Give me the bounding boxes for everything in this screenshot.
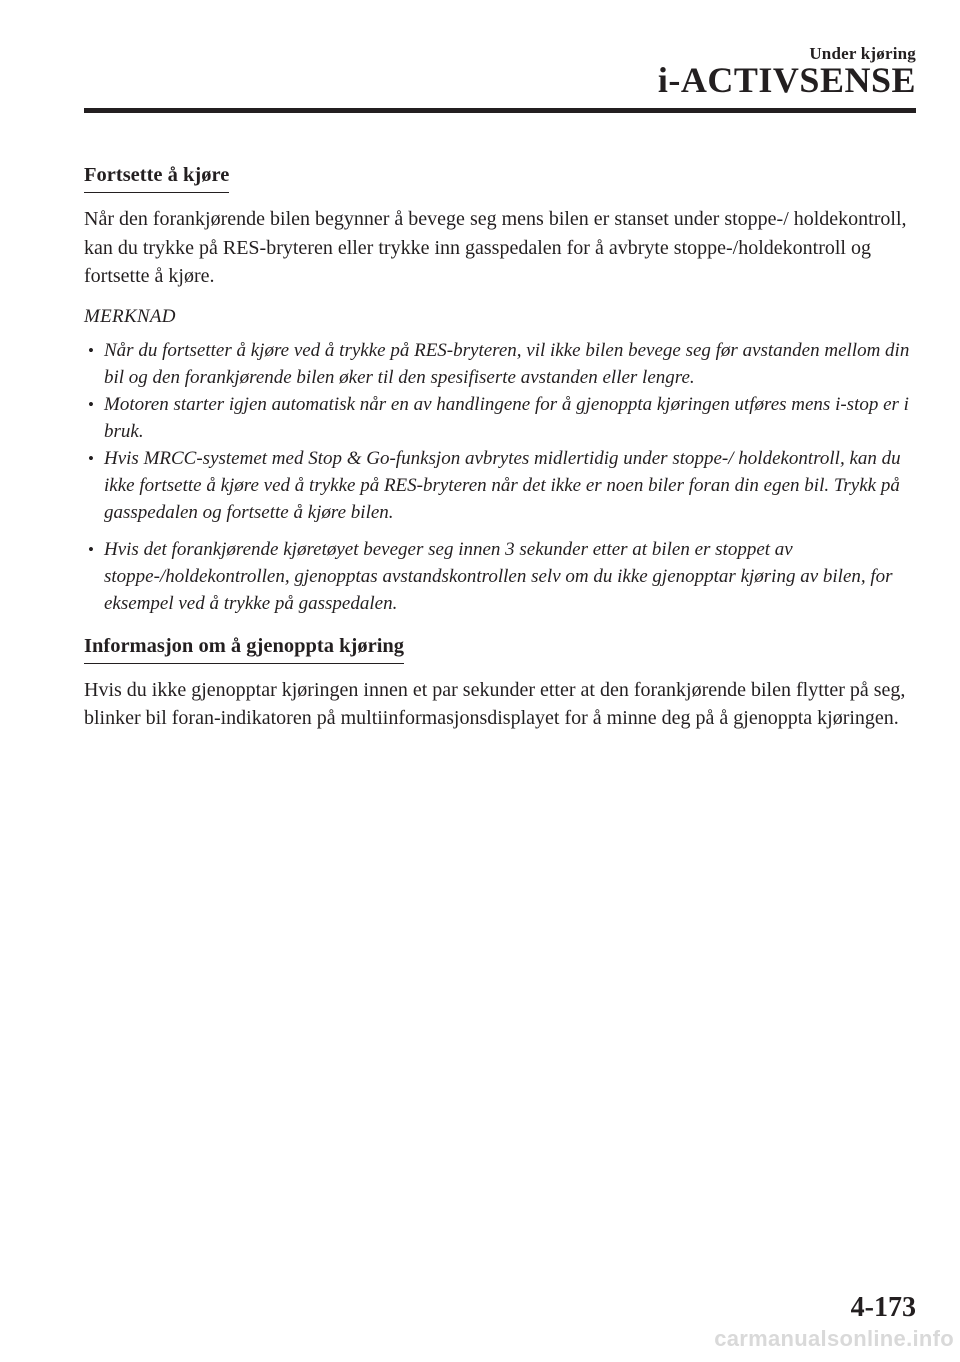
note-item [84,536,914,617]
paragraph-informasjon: Hvis du ikke gjenopptar kjøringen innen et par sekunder etter at den forankjørende bilen flytter på seg, blinker bil foran-indikatoren på multiinformasjonsdisplayet for å minne deg på å gjenoppta kjøringen. [84,678,906,729]
paragraph-fortsette: Når den forankjørende bilen begynner å bevege seg mens bilen er stanset under stoppe-/ holdekontroll, kan du trykke på RES-bryteren eller trykke inn gasspedalen for å avbryte stoppe-/holdekontroll og fortsette å kjøre. [84,208,907,287]
section-title: i-ACTIVSENSE [657,60,916,100]
note-item [84,337,914,391]
section-informasjon [84,631,914,733]
heading-fortsette: Fortsette å kjøre [84,160,229,193]
note-item [84,391,914,445]
bullet-dot-icon: • [88,539,94,559]
page-content [84,160,914,733]
watermark: carmanualsonline.info [714,1326,954,1351]
note-text: Hvis MRCC-systemet med Stop & Go-funksjon avbrytes midlertidig under stoppe-/ holdekontroll, kan du ikke fortsette å kjøre ved å trykke på RES-bryteren når det ikke er noen biler foran din egen bil. Trykk på gasspedalen og fortsette å kjøre bilen. [104,447,901,523]
chapter-label: Under kjøring [809,44,916,63]
bullet-dot-icon: • [88,340,94,360]
note-text: Hvis det forankjørende kjøretøyet beveger seg innen 3 sekunder etter at bilen er stoppet av stoppe-/holdekontrollen, gjenopptas avstandskontrollen selv om du ikke gjenopptar kjøring av bilen, for eksempel ved å trykke på gasspedalen. [104,538,893,614]
note-title: MERKNAD [84,305,176,327]
note-list [84,337,914,617]
note-text: Når du fortsetter å kjøre ved å trykke på RES-bryteren, vil ikke bilen bevege seg før avstanden mellom din bil og den forankjørende bilen øker til den spesifiserte avstanden eller lengre. [104,339,910,388]
page-number: 4-173 [850,1292,916,1323]
header-divider [84,108,916,113]
heading-informasjon: Informasjon om å gjenoppta kjøring [84,631,404,664]
bullet-dot-icon: • [88,448,94,468]
note-text: Motoren starter igjen automatisk når en av handlingene for å gjenoppta kjøringen utføres mens i-stop er i bruk. [104,393,909,442]
note-item [84,445,914,526]
bullet-dot-icon: • [88,394,94,414]
